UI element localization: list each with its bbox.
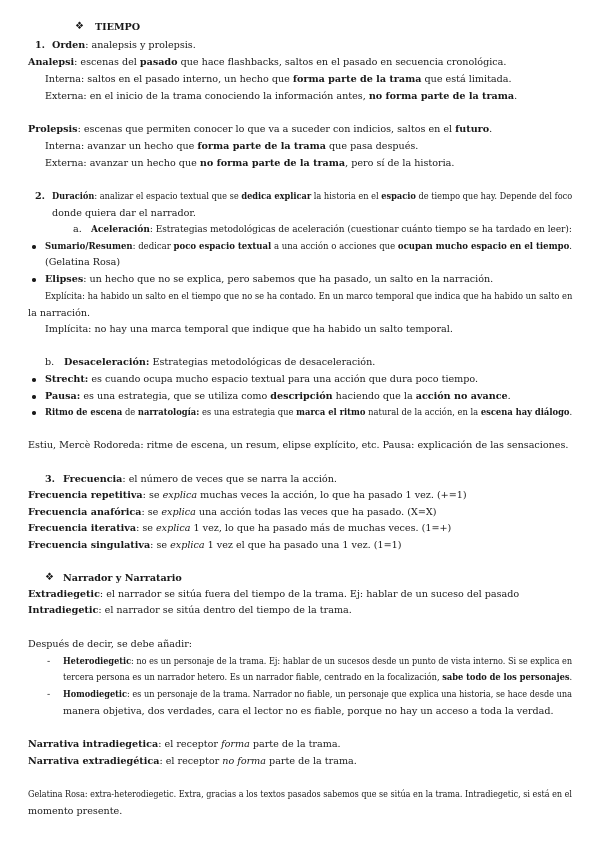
narrativa-extradiegetica: Narrativa extradiegética: el receptor no forma parte de la trama. xyxy=(28,756,357,767)
narrativa-intradiegetica: Narrativa intradiegetica: el receptor forma parte de la trama. xyxy=(28,739,341,750)
prolepsis-externa: Externa: avanzar un hecho que no forma parte de la trama, pero sí de la historia. xyxy=(45,158,455,169)
dash-bullet: - xyxy=(47,656,51,667)
elipses-explicita: Explícita: ha habido un salto en el tiempo que no se ha contado. En un marco temporal que indica que ha habido un salto en xyxy=(45,291,573,302)
prolepsis-definition: Prolepsis: escenas que permiten conocer lo que va a suceder con indicios, saltos en el futuro. xyxy=(28,124,493,135)
diamond-bullet-icon: ❖ xyxy=(45,572,54,583)
bullet-dot-icon xyxy=(32,378,36,382)
heading-duracion: Duración: analizar el espacio textual que se dedica explicar la historia en el espacio de tiempo que hay. Depende del foco xyxy=(52,191,573,202)
bullet-dot-icon xyxy=(32,245,36,249)
gelatina-note: Gelatina Rosa: extra-heterodiegetic. Extra, gracias a los textos pasados sabemos que se sitúa en la trama. Intradiegetic, si está en el xyxy=(28,789,572,800)
aceleracion-heading: Aceleración: Estrategias metodológicas de aceleración (cuestionar cuánto tiempo se ha tardado en leer): xyxy=(91,224,572,235)
estiu-note: Estiu, Mercè Rodoreda: ritme de escena, un resum, elipse explícito, etc. Pausa: explicación de las sensaciones. xyxy=(28,440,569,451)
aceleracion-letter: a. xyxy=(73,224,82,235)
analepsis-externa: Externa: en el inicio de la trama conociendo la información antes, no forma parte de la trama. xyxy=(45,91,518,102)
extradiegetic-def: Extradiegetic: el narrador se sitúa fuera del tiempo de la trama. Ej: hablar de un suceso del pasado xyxy=(28,589,520,600)
section-title-tiempo: TIEMPO xyxy=(95,22,141,33)
sumario-item: Sumario/Resumen: dedicar poco espacio textual a una acción o acciones que ocupan mucho espacio en el tiempo. xyxy=(45,241,572,252)
elipses-item: Elipses: un hecho que no se explica, pero sabemos que ha pasado, un salto en la narración. xyxy=(45,274,494,285)
homodiegetic-line2: manera objetiva, dos verdades, cara el lector no es fiable, porque no hay un acceso a toda la verdad. xyxy=(63,706,554,717)
bullet-dot-icon xyxy=(32,411,36,415)
desaceleracion-letter: b. xyxy=(45,357,55,368)
ritmo-item: Ritmo de escena de narratología: es una estrategia que marca el ritmo natural de la acción, en la escena hay diálogo. xyxy=(45,407,573,418)
frecuencia-singulativa: Frecuencia singulativa: se explica 1 vez el que ha pasado una 1 vez. (1=1) xyxy=(28,540,402,551)
heading-orden: 1. xyxy=(35,40,46,51)
elipses-implicita: Implícita: no hay una marca temporal que indique que ha habido un salto temporal. xyxy=(45,324,453,335)
despues-note: Después de decir, se debe añadir: xyxy=(28,639,193,650)
heading-frecuencia: Frecuencia: el número de veces que se narra la acción. xyxy=(63,474,337,485)
sumario-line2: (Gelatina Rosa) xyxy=(45,257,121,268)
frecuencia-anaforica: Frecuencia anafórica: se explica una acción todas las veces que ha pasado. (X=X) xyxy=(28,507,437,518)
strecht-item: Strecht: es cuando ocupa mucho espacio textual para una acción que dura poco tiempo. xyxy=(45,374,479,385)
analepsis-definition: Analepsi: escenas del pasado que hace flashbacks, saltos en el pasado en secuencia cronológica. xyxy=(28,57,507,68)
diamond-bullet-icon: ❖ xyxy=(75,21,84,32)
analepsis-interna: Interna: saltos en el pasado interno, un hecho que forma parte de la trama que está limitada. xyxy=(45,74,512,85)
intradiegetic-def: Intradiegetic: el narrador se sitúa dentro del tiempo de la trama. xyxy=(28,605,352,616)
frecuencia-iterativa: Frecuencia iterativa: se explica 1 vez, lo que ha pasado más de muchas veces. (1=+) xyxy=(28,523,452,534)
gelatina-note-line2: momento presente. xyxy=(28,806,123,817)
heading-duracion-num: 2. xyxy=(35,191,46,202)
section-title-narrador: Narrador y Narratario xyxy=(63,573,182,584)
heading-frecuencia-num: 3. xyxy=(45,474,56,485)
bullet-dot-icon xyxy=(32,278,36,282)
frecuencia-repetitiva: Frecuencia repetitiva: se explica muchas veces la acción, lo que ha pasado 1 vez. (+=1) xyxy=(28,490,467,501)
elipses-explicita-cont: la narración. xyxy=(28,308,91,319)
homodiegetic-item: Homodiegetic: es un personaje de la trama. Narrador no fiable, un personaje que explica una historia, se hace desde una xyxy=(63,689,572,700)
heterodiegetic-line2: tercera persona es un narrador hetero. Es un narrador fiable, centrado en la focalización, sabe todo de los personajes. xyxy=(63,672,573,683)
duracion-line2: donde quiera dar el narrador. xyxy=(52,208,196,219)
prolepsis-interna: Interna: avanzar un hecho que forma parte de la trama que pasa después. xyxy=(45,141,419,152)
dash-bullet: - xyxy=(47,689,51,700)
bullet-dot-icon xyxy=(32,395,36,399)
desaceleracion-heading: Desaceleración: Estrategias metodológicas de desaceleración. xyxy=(64,357,376,368)
heterodiegetic-item: Heterodiegetic: no es un personaje de la trama. Ej: hablar de un sucesos desde un punto de vista interno. Si se explica en xyxy=(63,656,573,667)
pausa-item: Pausa: es una estrategia, que se utiliza como descripción haciendo que la acción no avance. xyxy=(45,391,511,402)
heading-orden-text: Orden: analepsis y prolepsis. xyxy=(52,40,196,51)
